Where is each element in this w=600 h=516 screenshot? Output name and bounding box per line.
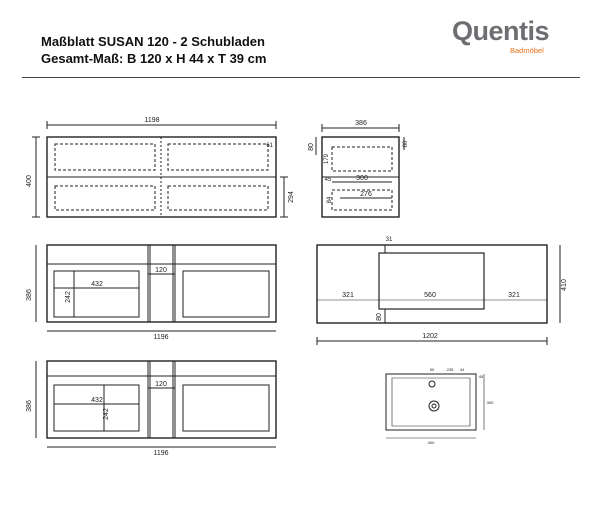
tap-hole-icon	[429, 381, 435, 387]
dim-side-lower-gap: 45	[324, 177, 332, 183]
front-drawer-2	[168, 144, 268, 170]
dim-small-label-5: 300	[486, 400, 494, 405]
dim-small-label-3: 44	[459, 367, 465, 372]
dim-basin-depth: 31	[385, 237, 393, 243]
dim-top1-width: 1196	[153, 334, 169, 341]
dim-front-lower: 294	[288, 191, 295, 203]
dim-top2-drawer-width: 432	[91, 397, 103, 404]
dim-basin-height: 410	[561, 279, 568, 291]
dim-side-inner-top: 179	[324, 153, 330, 165]
dim-top2-width: 1196	[153, 450, 169, 457]
dim-side-top-gap: 80	[308, 143, 315, 151]
dim-top1-gap: 120	[155, 267, 167, 274]
basin-cutout	[379, 253, 484, 309]
dim-small-label-6: 400	[427, 440, 435, 445]
dim-basin-width: 560	[424, 292, 436, 299]
dim-top1-drawer-depth: 242	[65, 291, 72, 303]
dim-basin-bottom: 80	[376, 313, 383, 321]
dim-side-depth: 386	[355, 120, 367, 127]
dim-top2-gap: 120	[155, 381, 167, 388]
dim-basin-left: 321	[342, 292, 354, 299]
dim-top2-depth: 386	[26, 400, 33, 412]
header-line-1: Maßblatt SUSAN 120 - 2 Schubladen	[41, 34, 265, 49]
front-drawer-1	[55, 144, 155, 170]
dim-small-label-4: 45	[478, 374, 484, 379]
top2-outline	[47, 361, 276, 438]
basin-small-view	[386, 374, 484, 438]
dim-front-height: 400	[26, 175, 33, 187]
dim-small-label-1: 50	[429, 367, 435, 372]
dim-top1-depth: 386	[26, 289, 33, 301]
dim-basin-overall: 1202	[422, 333, 438, 340]
top-view-1	[36, 245, 276, 331]
dim-front-drawer: 61	[266, 143, 273, 149]
dim-front-width: 1198	[144, 117, 160, 124]
top1-drawer-right	[183, 271, 269, 317]
drain-center-icon	[432, 404, 436, 408]
dim-side-lower-depth: 276	[360, 191, 372, 198]
dim-side-right-top: 60	[403, 140, 409, 148]
logo-brand: Quentis	[452, 16, 550, 46]
header-line-2: Gesamt-Maß: B 120 x H 44 x T 39 cm	[41, 51, 267, 66]
front-view	[32, 121, 288, 217]
front-drawer-3	[55, 186, 155, 210]
basin-top-outline	[317, 245, 547, 323]
dim-side-lower-height: 84	[327, 196, 333, 204]
dim-basin-right: 321	[508, 292, 520, 299]
dim-top1-drawer-width: 432	[91, 281, 103, 288]
drain-icon	[429, 401, 439, 411]
top1-outline	[47, 245, 276, 322]
side-drawer-1	[332, 147, 392, 171]
logo-subtitle: Badmöbel	[510, 46, 544, 55]
front-drawer-4	[168, 186, 268, 210]
top2-drawer-right	[183, 385, 269, 431]
top2-drawer-left	[54, 385, 139, 431]
top-view-2	[36, 361, 276, 447]
dim-top2-drawer-depth: 242	[103, 408, 110, 420]
dim-side-inner-depth: 300	[356, 175, 368, 182]
dim-small-label-2: 235	[446, 367, 454, 372]
